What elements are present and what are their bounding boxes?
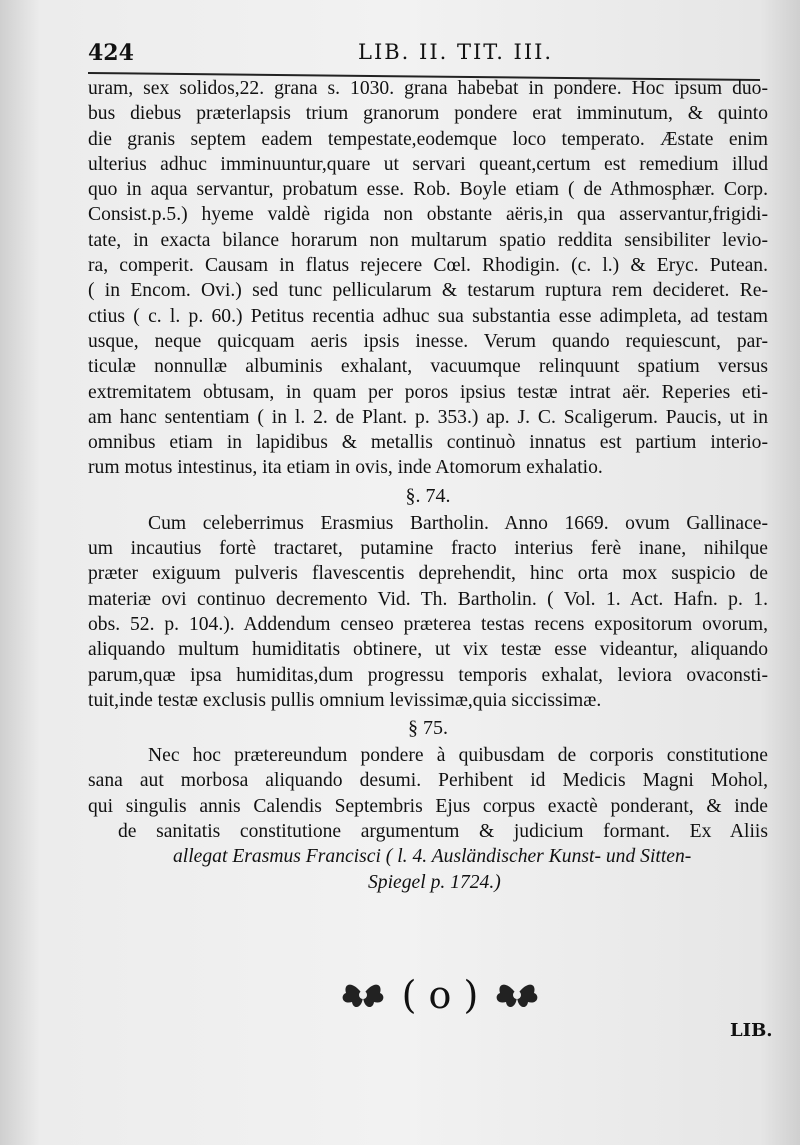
text-line: ulterius adhuc imminuuntur,quare ut servari queant,certum est remedium illud [88, 153, 768, 175]
page-header [88, 36, 768, 66]
body-text [88, 76, 768, 895]
text-line: ( in Encom. Ovi.) sed tunc pellicularum & testarum ruptura rem decideret. Re- [88, 280, 768, 302]
text-line: Spiegel p. 1724.) [368, 871, 501, 893]
section-heading: § 75. [408, 717, 448, 740]
text-line: bus diebus præterlapsis trium granorum pondere erat imminutum, & quinto [88, 103, 768, 125]
text-line: tuit,inde testæ exclusis pullis omnium levissimæ,quia siccissimæ. [88, 689, 602, 711]
text-line: quo in aqua servantur, probatum esse. Rob. Boyle etiam ( de Athmosphær. Corp. [88, 179, 768, 201]
section-heading: §. 74. [405, 484, 451, 507]
text-line: qui singulis annis Calendis Septembris Ejus corpus exactè ponderant, & inde [88, 795, 768, 817]
text-line: uram, sex solidos,22. grana s. 1030. grana habebat in pondere. Hoc ipsum duo- [88, 78, 768, 99]
text-line: am hanc sententiam ( in l. 2. de Plant. p. 353.) ap. J. C. Scaligerum. Paucis, ut in [88, 406, 768, 428]
text-line: materiæ ovi continuo decremento Vid. Th. Bartholin. ( Vol. 1. Act. Hafn. p. 1. [88, 588, 768, 610]
text-line: allegat Erasmus Francisci ( l. 4. Ausländischer Kunst- und Sitten- [173, 846, 692, 868]
page-number: 424 [88, 40, 134, 66]
catchword: LIB. [730, 1020, 773, 1041]
ornament-center: ( o ) [401, 973, 479, 1017]
text-line: ra, comperit. Causam in flatus rejecere Cœl. Rhodigin. (c. l.) & Eryc. Putean. [88, 255, 768, 277]
running-title: LIB. II. TIT. III. [358, 40, 554, 64]
text-line: tate, in exacta bilance horarum non multarum spatio reddita sensibiliter levio- [88, 229, 768, 251]
text-line: um incautius fortè tractaret, putamine fracto interius ferè inane, nihilque [88, 538, 768, 560]
text-line: præter exiguum pulveris flavescentis deprehendit, hinc orta mox suspicio de [88, 563, 768, 585]
text-line: extremitatem obtusam, in quam per poros ipsius testæ intrat aër. Reperies eti- [88, 381, 768, 403]
text-line: die granis septem eadem tempestate,eodemque loco temperato. Æstate enim [88, 128, 768, 150]
text-line: Nec hoc prætereundum pondere à quibusdam de corporis constitutione [148, 745, 768, 767]
flower-ornament-icon [492, 978, 542, 1012]
text-line: usque, neque quicquam aeris ipsis inesse. Verum quando requiescunt, par- [88, 330, 768, 352]
text-line: rum motus intestinus, ita etiam in ovis, inde Atomorum exhalatio. [88, 457, 603, 479]
text-line: aliquando multum humiditatis obtinere, ut vix testæ esse videantur, aliquando [88, 639, 768, 661]
text-line: omnibus etiam in lapidibus & metallis continuò innatus est partium interio- [88, 432, 768, 454]
text-line: ticulæ nonnullæ albuminis exhalant, vacuumque relinquunt spatium versus [88, 356, 768, 378]
text-line: de sanitatis constitutione argumentum & judicium formant. Ex Aliis [118, 821, 768, 843]
ornament [330, 965, 550, 1025]
flower-ornament-icon [338, 978, 388, 1012]
text-line: Consist.p.5.) hyeme valdè rigida non obstante aëris,in qua asservantur,frigidi- [88, 204, 768, 226]
text-line: sana aut morbosa aliquando desumi. Perhibent id Medicis Magni Mohol, [88, 770, 768, 792]
text-line: parum,quæ ipsa humiditas,dum progressu temporis exhalat, leviora ovaconsti- [88, 664, 768, 686]
text-line: ctius ( c. l. p. 60.) Petitus recentia adhuc sua substantia esse adimpleta, ad testam [88, 305, 768, 327]
text-line: Cum celeberrimus Erasmius Bartholin. Anno 1669. ovum Gallinace- [148, 512, 768, 534]
text-line: obs. 52. p. 104.). Addendum censeo præterea testas recens expositorum ovorum, [88, 613, 768, 635]
